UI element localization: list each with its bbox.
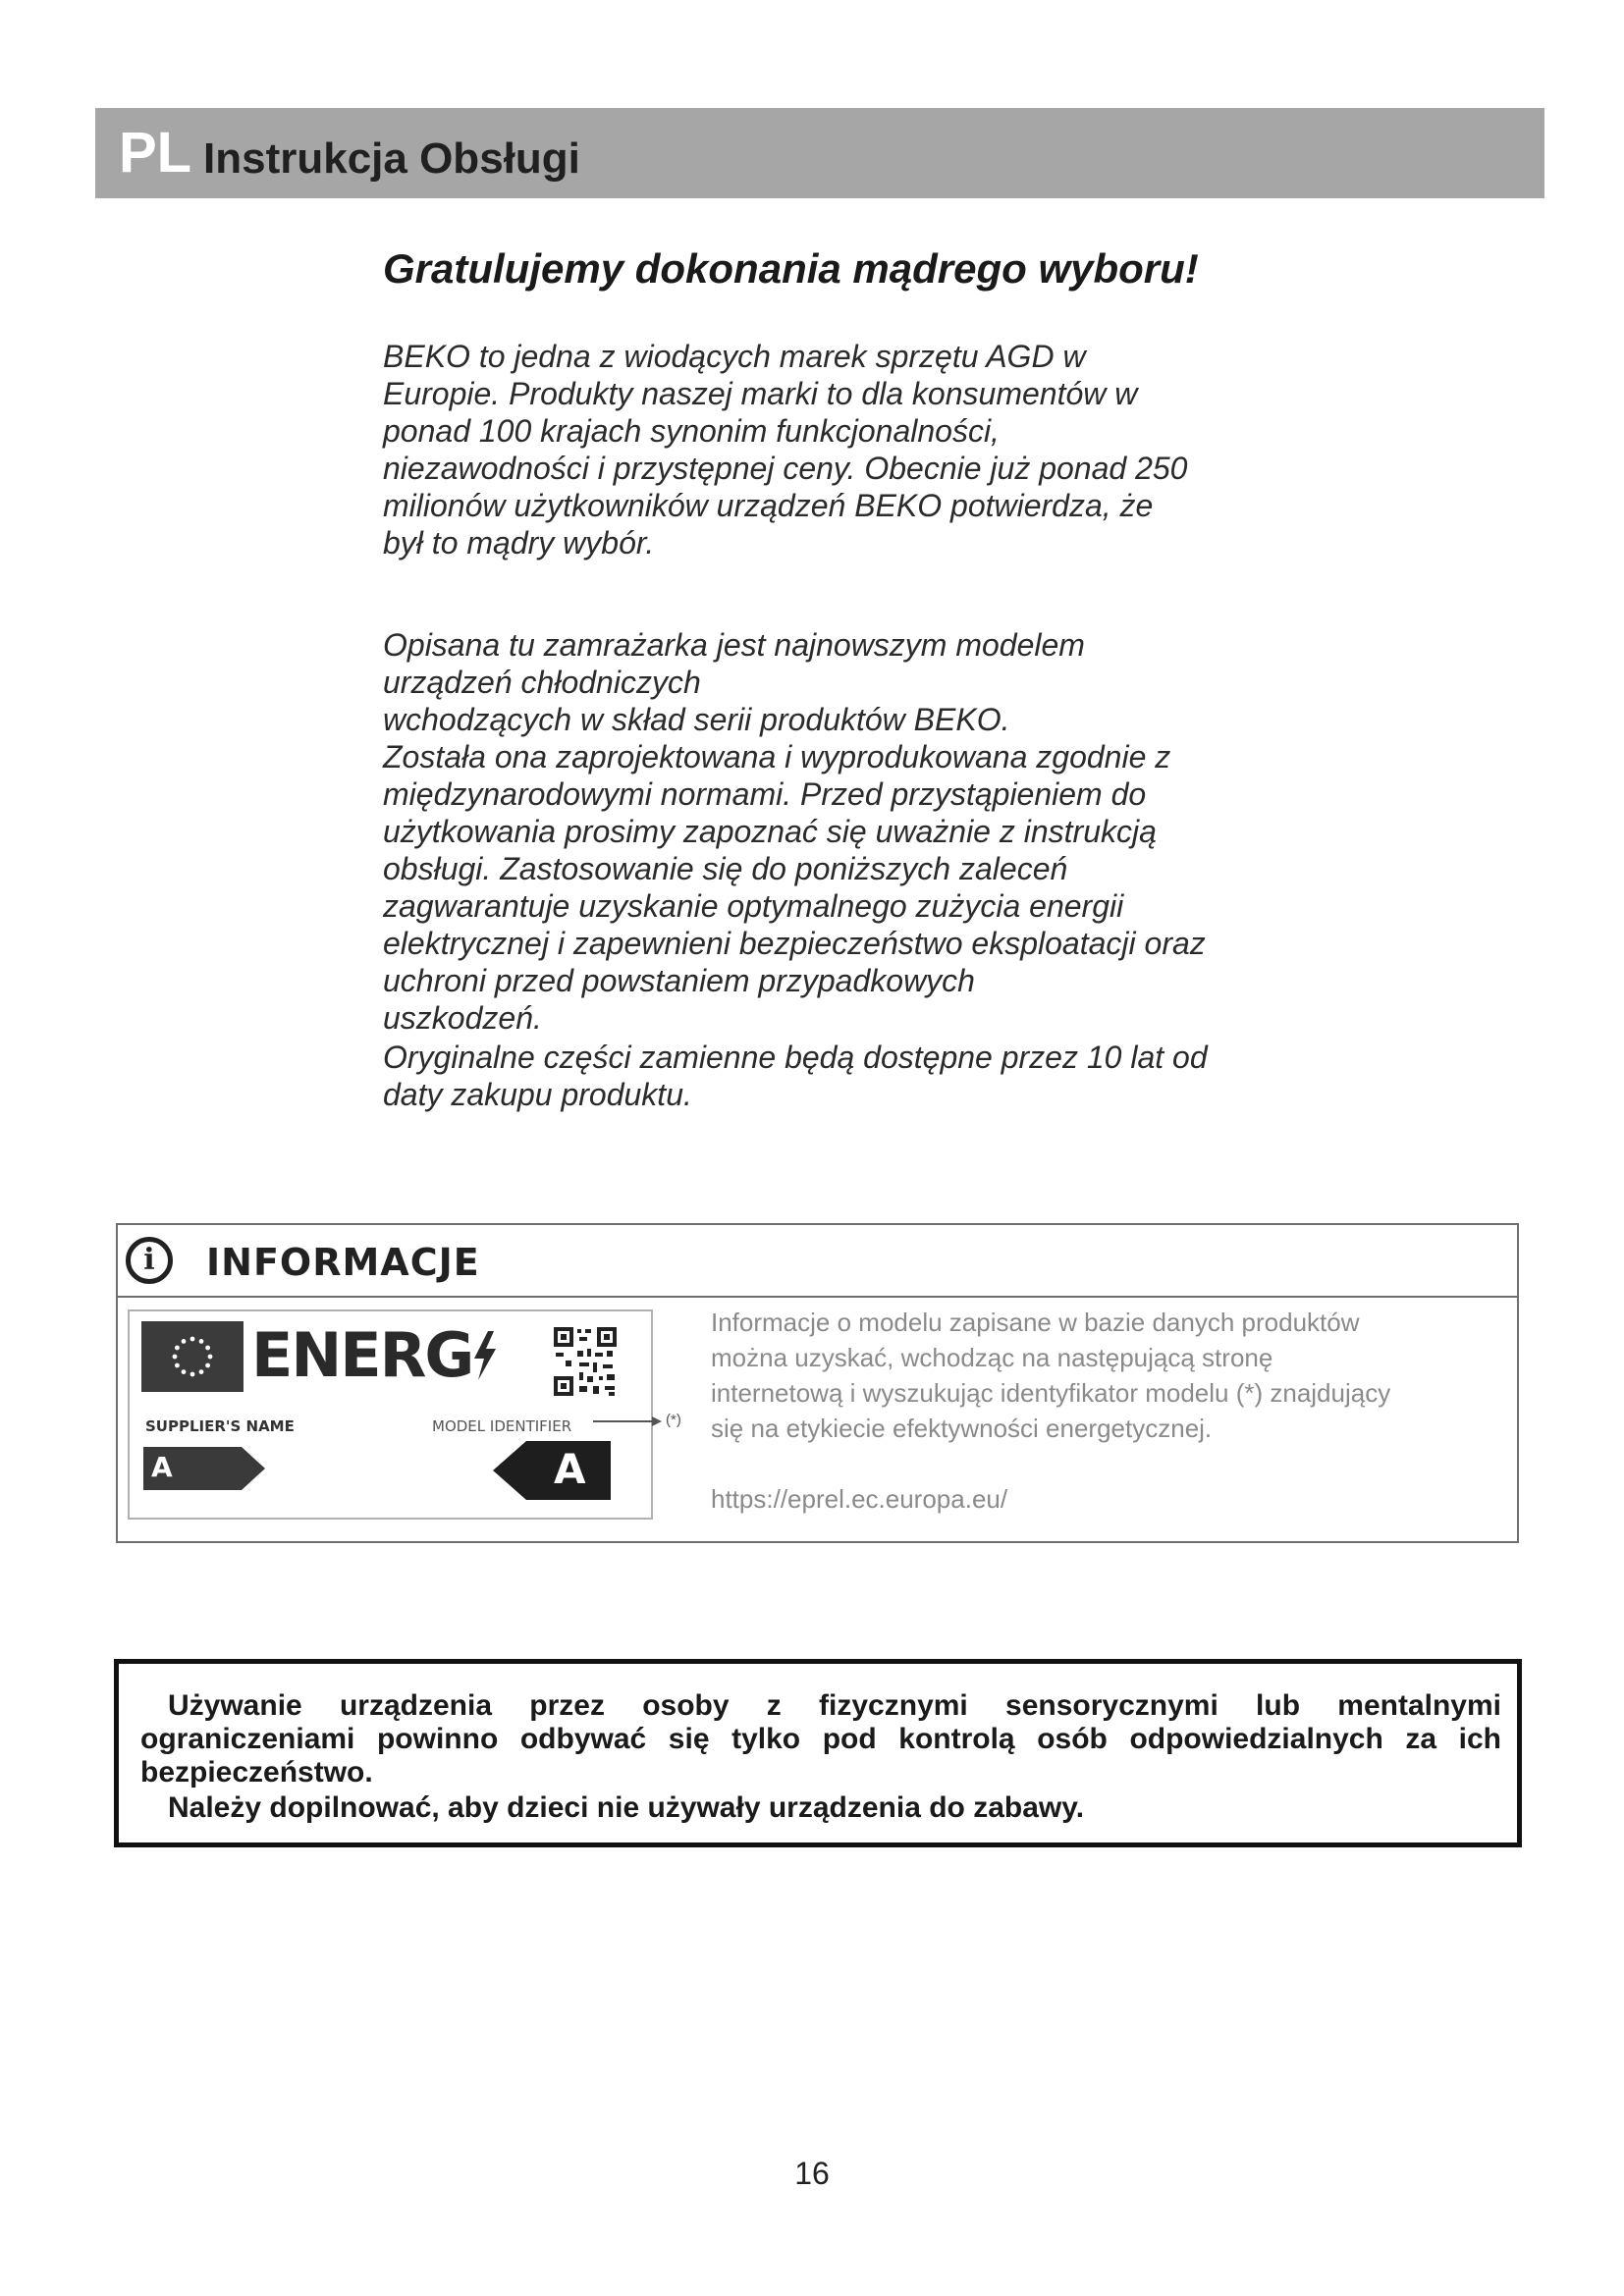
header-bar (95, 108, 1544, 198)
paragraph-line: międzynarodowymi normami. Przed przystąpieniem do (383, 776, 1147, 812)
eu-flag-icon (141, 1321, 244, 1392)
paragraph-line: obsługi. Zastosowanie się do poniższych zaleceń (383, 851, 1068, 886)
paragraph-line: uchroni przed powstaniem przypadkowych (383, 963, 975, 998)
energy-class-small: A (151, 1451, 173, 1483)
paragraph-line: zagwarantuje uzyskanie optymalnego zużycia energii (383, 888, 1124, 924)
energy-word: ENERG (251, 1319, 473, 1391)
paragraph-line: milionów użytkowników urządzeń BEKO potwierdza, że (383, 488, 1154, 523)
paragraph-line: był to mądry wybór. (383, 525, 655, 561)
energy-label-sample (128, 1309, 653, 1520)
energy-class-rating (493, 1441, 611, 1500)
paragraph-line: Europie. Produkty naszej marki to dla konsumentów w (383, 376, 1138, 411)
model-identifier-label: MODEL IDENTIFIER (432, 1417, 572, 1435)
paragraph-line: niezawodności i przystępnej ceny. Obecnie już ponad 250 (383, 451, 1188, 486)
lightning-icon (472, 1331, 498, 1380)
energy-class-arrow (143, 1447, 265, 1490)
info-icon: i (126, 1237, 173, 1284)
supplier-name-label: SUPPLIER'S NAME (145, 1417, 295, 1435)
paragraph-line: uszkodzeń. (383, 1000, 542, 1036)
info-text-line: można uzyskać, wchodząc na następującą stronę (711, 1343, 1273, 1372)
info-text-line: internetową i wyszukując identyfikator modelu (*) znajdujący (711, 1378, 1391, 1408)
paragraph-line: daty zakupu produktu. (383, 1077, 692, 1112)
paragraph-line: ponad 100 krajach synonim funkcjonalności, (383, 413, 1000, 449)
warning-line-4: Należy dopilnować, aby dzieci nie używały urządzenia do zabawy. (168, 1791, 1085, 1824)
paragraph-line: Opisana tu zamrażarka jest najnowszym modelem (383, 627, 1085, 663)
asterisk-marker: (*) (666, 1412, 681, 1428)
qr-code-icon (552, 1325, 619, 1398)
warning-line-2: ograniczeniami powinno odbywać się tylko pod kontrolą osób odpowiedzialnych za ich (140, 1723, 1501, 1755)
info-text-line: się na etykiecie efektywności energetycznej. (711, 1414, 1213, 1443)
paragraph-line: wchodzących w skład serii produktów BEKO. (383, 702, 1010, 737)
safety-warning-box (114, 1659, 1522, 1847)
paragraph-line: Oryginalne części zamienne będą dostępne przez 10 lat od (383, 1040, 1208, 1075)
paragraph-line: Została ona zaprojektowana i wyprodukowana zgodnie z (383, 739, 1171, 774)
energy-logo-text (251, 1317, 498, 1394)
energy-class-big: A (554, 1445, 586, 1493)
info-title-row (118, 1225, 1517, 1298)
language-code: PL (119, 121, 192, 185)
eprel-url[interactable]: https://eprel.ec.europa.eu/ (711, 1484, 1008, 1514)
intro-heading: Gratulujemy dokonania mądrego wyboru! (383, 245, 1199, 292)
page-number: 16 (794, 2156, 830, 2191)
info-text-line: Informacje o modelu zapisane w bazie danych produktów (711, 1308, 1360, 1337)
warning-line-3: bezpieczeństwo. (140, 1756, 373, 1789)
pointer-arrow-icon (593, 1412, 662, 1431)
information-box (116, 1223, 1519, 1543)
paragraph-line: urządzeń chłodniczych (383, 665, 701, 700)
paragraph-line: elektrycznej i zapewnieni bezpieczeństwo eksploatacji oraz (383, 926, 1206, 961)
warning-line-1: Używanie urządzenia przez osoby z fizycznymi sensorycznymi lub mentalnymi (168, 1689, 1501, 1722)
rating-shape-icon (493, 1441, 611, 1500)
page-title: Instrukcja Obsługi (203, 134, 580, 183)
info-title: INFORMACJE (206, 1241, 480, 1284)
paragraph-line: BEKO to jedna z wiodących marek sprzętu AGD w (383, 339, 1086, 374)
eu-stars-icon (141, 1321, 244, 1392)
paragraph-line: użytkowania prosimy zapoznać się uważnie z instrukcją (383, 814, 1157, 849)
